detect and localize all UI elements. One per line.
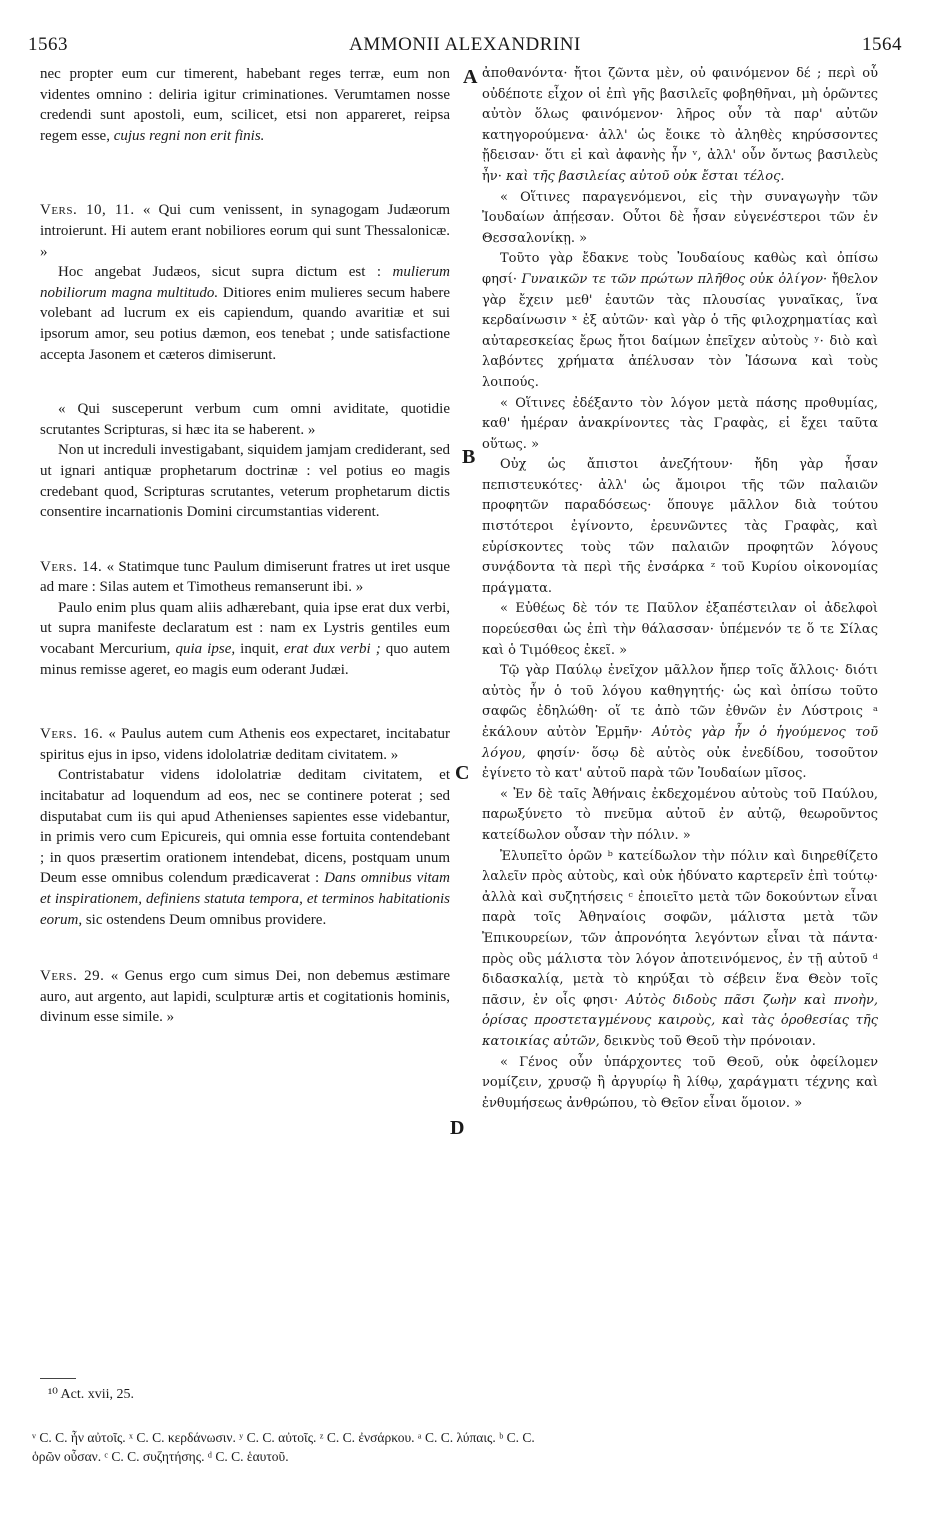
- running-title: AMMONII ALEXANDRINI: [349, 34, 581, 55]
- latin-column: [40, 64, 450, 1028]
- verse-quote: « Ἐν δὲ ταῖς Ἀθήναις ἐκδεχομένου αὐτοὺς τοῦ Παύλου, παρωξύνετο τὸ πνεῦμα αὐτοῦ ἐν αὐτῷ, θεωροῦντος κατείδωλον οὖσαν τὴν πόλιν. »: [482, 786, 878, 843]
- verse-quote: « Qui susceperunt verbum cum omni aviditate, quotidie scrutantes Scripturas, si hæc ita se haberent. »: [40, 401, 450, 438]
- greek-paragraph: Οὐχ ὡς ἄπιστοι ἀνεζήτουν· ἤδη γὰρ ἦσαν πεπιστευκότες· ἀλλ' ὡς ἄμοιροι τῆς τῶν παλαιῶν προφητῶν παραδόσεως· ὅπουγε μᾶλλον διὰ τούτου πιστότεροι ἐγίνοντο, ἐρευνῶντες τὰς Γραφὰς, καὶ εὑρίσκοντες τοὺς τῶν παλαιῶν προφητῶν λόγους συνᾴδοντα τὰ περὶ τῆς ἐνσάρκα ᶻ τοῦ Κυρίου οἰκονομίας πράγματα.: [482, 457, 878, 596]
- verse-quote: « Γένος οὖν ὑπάρχοντες τοῦ Θεοῦ, οὐκ ὀφείλομεν νομίζειν, χρυσῷ ἢ ἀργυρίῳ ἢ λίθῳ, χαράγματι τέχνης καὶ ἐνθυμήσεως ἀνθρώπου, τὸ Θεῖον εἶναι ὅμοιον. »: [482, 1054, 878, 1111]
- verse-label: Vers. 14.: [40, 558, 103, 575]
- verse-quote: « Εὐθέως δὲ τόν τε Παῦλον ἐξαπέστειλαν οἱ ἀδελφοὶ πορεύεσθαι ὡς ἐπὶ τὴν θάλασσαν· ὑπέμενόν τε ὅ τε Σίλας καὶ ὁ Τιμόθεος ἐκεῖ. »: [482, 601, 878, 658]
- section-marker-b: B: [462, 446, 476, 468]
- verse-label: Vers. 16.: [40, 726, 104, 743]
- verse-quote: « Οἵτινες ἐδέξαντο τὸν λόγον μετὰ πάσης προθυμίας, καθ' ἡμέραν ἀνακρίνοντες τὰς Γραφὰς, εἰ ἔχει ταῦτα οὕτως. »: [482, 395, 878, 452]
- latin-paragraph: Paulo enim plus quam aliis adhærebant, quia ipse erat dux verbi, ut supra manifeste declaratum est : nam ex Lystris gentiles eum vocabant Mercurium, quia ipse, inquit, erat dux verbi ; quo autem minus remisse ageret, eo magis eum oderant Judæi.: [40, 599, 450, 678]
- footnote-rule: [40, 1378, 76, 1379]
- verse-quote: Vers. 29. « Genus ergo cum simus Dei, non debemus æstimare auro, aut argento, aut lapidi, sculpturæ artis et cogitationis hominis, divinum esse simile. »: [40, 968, 450, 1026]
- section-marker-d: D: [450, 1117, 465, 1139]
- apparatus-line: ᵛ C. C. ἦν αὐτοῖς. ˣ C. C. κερδάνωσιν. ʸ C. C. αὐτοῖς. ᶻ C. C. ἐνσάρκου. ᵃ C. C. λύπαις. ᵇ C. C.: [32, 1430, 535, 1445]
- latin-paragraph: Contristabatur videns idololatriæ deditam civitatem, et incitabatur ad loquendum ad eos, nec se continere poterat ; sed disputabat cum iis qui apud Athenienses sapientes esse videbantur, in primis vero cum Epicureis, qui omnia esse fortuita contendebant ; in quos præsertim orationem intendebat, dicens, postquam unum Deum esse omnibus colendum prædicaverat : Dans omnibus vitam et inspirationem, definiens statuta tempora, et terminos habitationis eorum, sic ostendens Deum omnibus providere.: [40, 767, 451, 928]
- greek-paragraph: Ἐλυπεῖτο ὁρῶν ᵇ κατείδωλον τὴν πόλιν καὶ διηρεθίζετο λαλεῖν πρὸς αὐτοὺς, καὶ οὐκ ἠδύνατο καρτερεῖν ἐπὶ τούτῳ· ἀλλὰ καὶ συζητήσεις ᶜ ἐποιεῖτο μετὰ τῶν δοκούντων εἶναι παρὰ τοῖς Ἀθηναίοις σοφῶν, μάλιστα μετὰ τῶν Ἐπικουρείων, τῶν ἀπρονόητα λεγόντων εἶναι τὰ πάντα· πρὸς οὓς μάλιστα τὸν λόγον ἀποτεινόμενος, ἐν τῇ αὐτοῦ ᵈ διδασκαλίᾳ, μετὰ τὸ κηρύξαι τὸ σέβειν ἕνα Θεὸν τοῖς πᾶσιν, ἐν οἷς φησι· Αὐτὸς διδοὺς πᾶσι ζωὴν καὶ πνοὴν, ὁρίσας προστεταγμένους καιροὺς, καὶ τὰς ὁροθεσίας τῆς κατοικίας αὐτῶν, δεικνὺς τοῦ Θεοῦ τὴν πρόνοιαν.: [482, 848, 878, 1049]
- section-marker-a: A: [463, 66, 478, 88]
- apparatus-line: ὁρῶν οὖσαν. ᶜ C. C. συζητήσης. ᵈ C. C. ἑαυτοῦ.: [32, 1449, 289, 1464]
- verse-quote: Vers. 14. « Statimque tunc Paulum dimiserunt fratres ut iret usque ad mare : Silas autem et Timotheus remanserunt ibi. »: [40, 558, 450, 596]
- apparatus-notes: [32, 1428, 882, 1466]
- verse-quote: Vers. 16. « Paulus autem cum Athenis eos expectaret, incitabatur spiritus ejus in ipso, videns idololatriæ deditam civitatem. »: [40, 726, 450, 763]
- verse-quote: « Οἵτινες παραγενόμενοι, εἰς τὴν συναγωγὴν τῶν Ἰουδαίων ἀπῄεσαν. Οὗτοι δὲ ἦσαν εὐγενέστεροι τῶν ἐν Θεσσαλονίκῃ. »: [482, 189, 878, 246]
- footnote: ¹⁰ Act. xvii, 25.: [48, 1387, 135, 1402]
- verse-quote: Vers. 10, 11. « Qui cum venissent, in synagogam Judæorum introierunt. Hi autem erant nobiliores eorum qui sunt Thessalonicæ. »: [40, 202, 450, 260]
- section-marker-c: C: [455, 762, 470, 784]
- greek-paragraph: Τῷ γὰρ Παύλῳ ἐνεῖχον μᾶλλον ἤπερ τοῖς ἄλλοις· διότι αὐτὸς ἦν ὁ τοῦ λόγου καθηγητής· ὡς καὶ ὀπίσω τοῦτο σαφῶς ἐδηλώθη· οἵ τε ἀπὸ τῶν ἐθνῶν ἐν Λύστροις ᵃ ἐκάλουν αὐτὸν Ἑρμῆν· Αὐτὸς γὰρ ἦν ὁ ἡγούμενος τοῦ λόγου, φησίν· ὅσῳ δὲ αὐτὸς οὐκ ἐνεδίδου, τοσοῦτον ἐγίνετο τὸ κατ' αὐτοῦ παρὰ τῶν Ἰουδαίων μῖσος.: [482, 663, 878, 782]
- page-number-left: 1563: [28, 34, 68, 55]
- latin-paragraph: Non ut increduli investigabant, siquidem jamjam crediderant, sed ut ignari antiquæ prophetarum doctrinæ : vel potius eo magis credebant quod, Scripturas scrutantes, veterum prophetarum dictis consentire incarnationis Domini circumstantias viderent.: [40, 442, 450, 521]
- latin-paragraph: Hoc angebat Judæos, sicut supra dictum est : mulierum nobiliorum magna multitudo. Ditiores enim mulieres secum habere volebant ad lucrum ex eis capiendum, quando avaritiæ et sui ipsorum amor, seu potius dæmon, eos tenebat ; unde satisfactione accepta Jasonem et cæteros dimiserunt.: [40, 264, 451, 363]
- greek-column: [482, 64, 878, 1114]
- verse-label: Vers. 29.: [40, 968, 105, 985]
- greek-paragraph: Τοῦτο γὰρ ἔδακνε τοὺς Ἰουδαίους καθὼς καὶ ὀπίσω φησί· Γυναικῶν τε τῶν πρώτων πλῆθος οὐκ ὀλίγον· ἤθελον γὰρ ἔχειν μεθ' ἑαυτῶν τὰς πλουσίας γυναῖκας, ἵνα κερδαίνωσιν ˣ ἐξ αὐτῶν· καὶ γὰρ ὁ τῆς φιλοχρηματίας καὶ αὐταρεσκείας ἔρως ἤτοι δαίμων ἐπεῖχεν αὐτοὺς ʸ· διὸ καὶ λαβόντες χρήματα ἀπέλυσαν τὸν Ἰάσωνα καὶ τοὺς λοιπούς.: [482, 251, 878, 390]
- running-header: [28, 34, 902, 60]
- greek-paragraph: ἀποθανόντα· ἤτοι ζῶντα μὲν, οὐ φαινόμενον δέ ; περὶ οὗ οὐδέποτε εἶχον οἱ ἐπὶ γῆς βασιλεῖς φοβηθῆναι, μὴ ὁρῶντες αὐτὸν ὅλως φαινόμενον· λῆρος οὖν τὰ παρ' αὐτῶν κατηγορούμενα· ἀλλ' ὡς ἔοικε τὸ ἀληθὲς κηρύσσοντες ᾔδεισαν· ὅτι εἰ καὶ ἀφανὴς ἦν ᵛ, ἀλλ' οὖν ὄντως βασιλεὺς ἦν· καὶ τῆς βασιλείας αὐτοῦ οὐκ ἔσται τέλος.: [482, 66, 878, 184]
- latin-paragraph: nec propter eum cur timerent, habebant reges terræ, eum non videntes omnino : deliria igitur criminationes. Verumtamen nosse credendi sunt apostoli, eum, scilicet, etsi non appareret, reipsa regem esse, cujus regni non erit finis.: [40, 66, 450, 144]
- page-number-right: 1564: [862, 34, 902, 55]
- verse-label: Vers. 10, 11.: [40, 202, 135, 219]
